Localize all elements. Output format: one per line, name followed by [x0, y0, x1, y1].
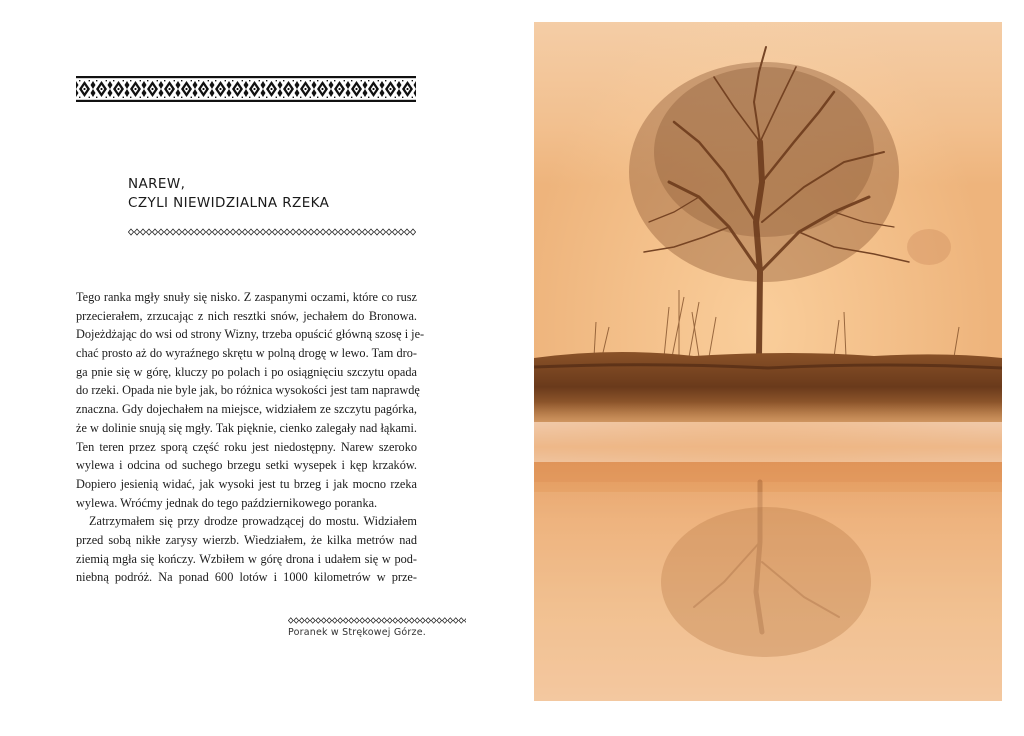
chapter-title — [128, 175, 448, 213]
body-line: Ten teren przez sporą część roku jest niedostępny. Narew szeroko — [76, 439, 417, 454]
body-line: chać prosto aż do wyraźnego skrętu w polną drogę w lewo. Tam dro- — [76, 346, 417, 361]
body-line: że w dolinie snują się mgły. Tak pięknie, cienko zalegały nad łąkami. — [76, 420, 417, 435]
body-line: Tego ranka mgły snuły się nisko. Z zaspanymi oczami, które co rusz — [76, 290, 417, 304]
body-line: wylewa i odcina od suchego brzegu setki wysepek i kęp krzaków. — [76, 458, 417, 473]
body-line: wylewa. Wróćmy jednak do tego październikowego poranka. — [76, 495, 378, 510]
photo-caption: Poranek w Strękowej Górze. — [288, 627, 426, 638]
body-line: do rzeki. Opada nie byle jak, bo różnica wysokości jest tam naprawdę — [76, 383, 420, 398]
body-text — [76, 288, 425, 587]
chapter-title-line-1: NAREW, — [128, 176, 186, 192]
diamond-chain-divider-icon — [128, 228, 416, 236]
body-line: Zatrzymałem się przy drodze prowadzącej do mostu. Widziałem — [89, 514, 417, 529]
chapter-title-line-2: CZYLI NIEWIDZIALNA RZEKA — [128, 195, 330, 211]
folk-pattern-border-icon — [76, 76, 416, 102]
caption-divider-icon — [288, 617, 466, 624]
lone-tree-photo — [534, 22, 1002, 701]
body-line: przed sobą nikłe zarysy wierzb. Wiedziałem, że kilka metrów nad — [76, 532, 417, 547]
body-line: przecierałem, zrzucając z nich resztki snów, jechałem do Bronowa. — [76, 308, 417, 323]
body-line: znaczna. Gdy dojechałem na miejsce, widziałem ze szczytu pagórka, — [76, 402, 417, 417]
body-line: niebną podróż. Na ponad 600 lotów i 1000 kilometrów w prze- — [76, 570, 417, 585]
body-line: ziemią mgła się kończy. Wzbiłem w górę drona i udałem się w pod- — [76, 551, 417, 566]
body-line: Dopiero jesienią widać, jak wysoki jest tu brzeg i jak mocno rzeka — [76, 476, 417, 491]
body-line: ga pnie się w górę, kluczy po polach i po osiągnięciu szczytu opada — [76, 364, 417, 379]
body-line: Dojeżdżając do wsi od strony Wizny, trzeba opuścić główną szosę i je- — [76, 327, 425, 342]
